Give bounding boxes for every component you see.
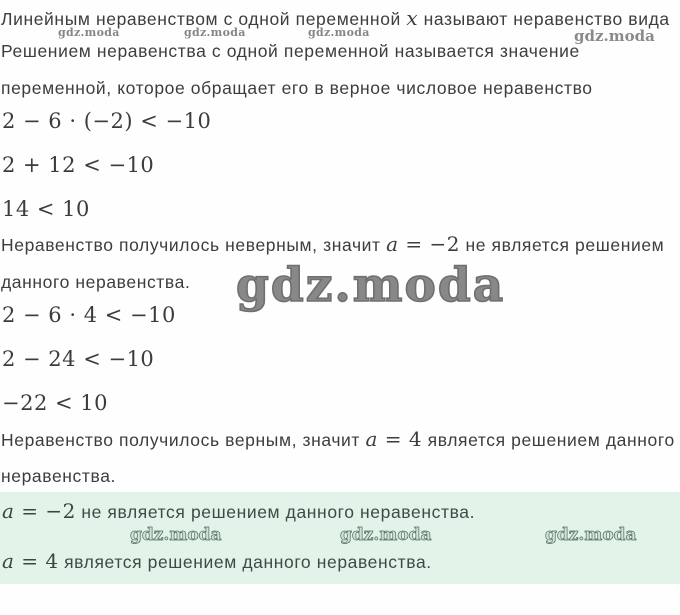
conclusion-positive-line-1 <box>1 427 675 451</box>
conclusion-positive-line-2: неравенства. <box>1 466 117 486</box>
equation-step-3: 14 < 10 <box>2 197 90 221</box>
watermark-small-2: gdz.moda <box>184 26 246 39</box>
watermark-large-center: gdz.moda <box>236 258 506 313</box>
definition-line-1-pre: Линейным неравенством с одной переменной <box>1 9 407 29</box>
answer-highlight-block <box>0 492 680 584</box>
equals-minus2: = −2 <box>14 499 76 523</box>
conclusion-negative-pre: Неравенство получилось неверным, значит <box>1 235 387 255</box>
definition-line-3: переменной, которое обращает его в верное числовое неравенство <box>1 78 593 98</box>
variable-a: a <box>386 232 399 256</box>
answer-line-2 <box>2 549 432 573</box>
equals-minus2: = −2 <box>398 232 461 256</box>
answer-line-1 <box>2 499 475 523</box>
watermark-small-4: gdz.moda <box>574 27 655 45</box>
equation-step-4: 2 − 6 · 4 < −10 <box>2 303 176 327</box>
conclusion-positive-post: является решением данного <box>422 430 675 450</box>
variable-x: x <box>406 6 419 30</box>
equation-step-1: 2 − 6 · (−2) < −10 <box>2 109 212 133</box>
equals-4: = 4 <box>377 427 423 451</box>
inline-math-answer-2 <box>2 549 59 573</box>
conclusion-negative-line-1 <box>1 232 664 256</box>
inline-math-a-minus2 <box>386 232 460 256</box>
equals-4: = 4 <box>14 549 59 573</box>
watermark-small-1: gdz.moda <box>58 26 120 39</box>
inline-math-answer-1 <box>2 499 76 523</box>
answer-line-2-text: является решением данного неравенства. <box>58 552 432 572</box>
variable-a: a <box>365 427 378 451</box>
definition-line-1-post: называют неравенство вида <box>418 9 670 29</box>
watermark-answer-2: gdz.moda <box>340 525 432 545</box>
equation-step-6: −22 < 10 <box>2 391 108 415</box>
watermark-small-3: gdz.moda <box>308 26 370 39</box>
answer-line-1-text: не является решением данного неравенства. <box>75 502 476 522</box>
variable-a: a <box>2 499 15 523</box>
variable-a: a <box>2 549 15 573</box>
inline-math-a-4 <box>366 427 423 451</box>
definition-line-2: Решением неравенства с одной переменной называется значение <box>1 41 580 61</box>
watermark-answer-1: gdz.moda <box>130 525 222 545</box>
conclusion-negative-line-2: данного неравенства. <box>1 272 191 292</box>
equation-step-5: 2 − 24 < −10 <box>2 347 155 371</box>
conclusion-negative-post: не является решением <box>460 235 665 255</box>
equation-step-2: 2 + 12 < −10 <box>2 153 155 177</box>
conclusion-positive-pre: Неравенство получилось верным, значит <box>1 430 366 450</box>
watermark-answer-3: gdz.moda <box>545 525 637 545</box>
